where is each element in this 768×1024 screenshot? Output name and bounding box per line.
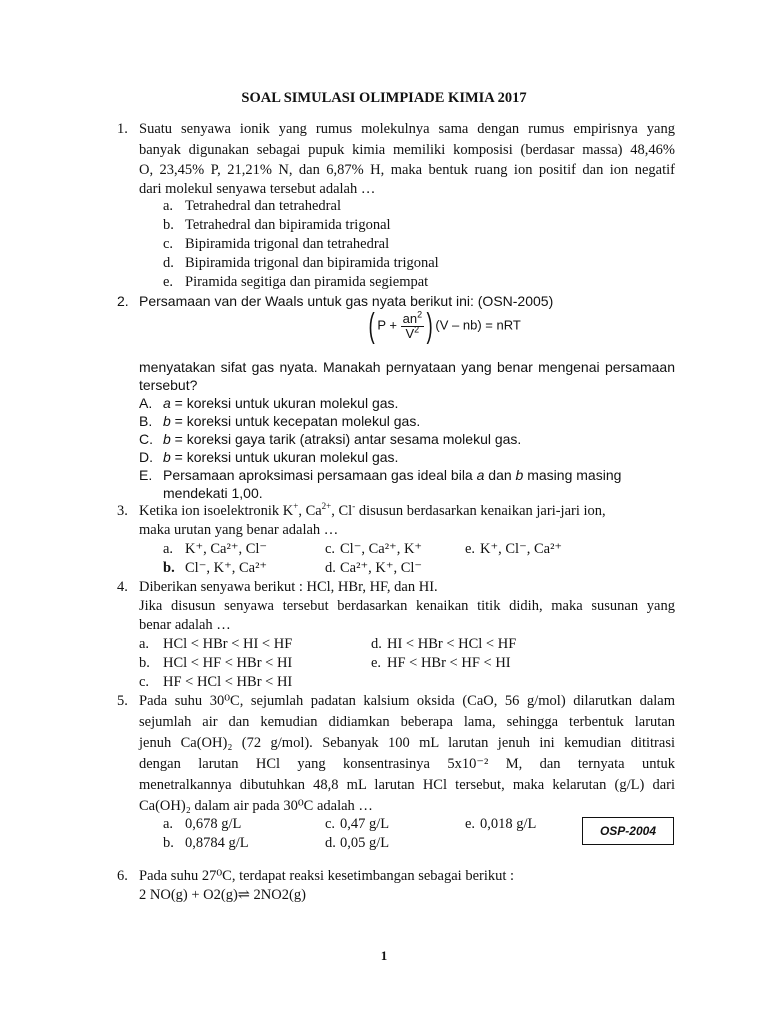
question-text-line: sejumlah air dan kemudian didiamkan beberapa lama, sehingga terbentuk larutan — [139, 714, 675, 730]
question-text-line: Suatu senyawa ionik yang rumus molekulnya sama dengan rumus empirisnya yang — [139, 121, 675, 137]
question-text-line: O, 23,45% P, 21,21% N, dan 6,87% H, maka bentuk ruang ion positif dan ion negatif — [139, 162, 675, 178]
question-number: 2. — [117, 293, 129, 309]
option-letter: a. — [139, 636, 150, 652]
question-number: 1. — [117, 121, 128, 137]
question-text-line: maka urutan yang benar adalah … — [139, 522, 339, 538]
option-letter: d. — [325, 560, 336, 576]
question-text-line: tersebut? — [139, 377, 198, 393]
option-text: 0,018 g/L — [480, 816, 537, 832]
option-text: b = koreksi untuk kecepatan molekul gas. — [163, 413, 421, 429]
question-text-line: Pada suhu 27⁰C, terdapat reaksi kesetimbangan sebagai berikut : — [139, 868, 515, 884]
option-letter: a. — [163, 198, 174, 214]
question-text-line: banyak digunakan sebagai pupuk kimia memiliki komposisi (berdasar massa) 48,46% — [139, 142, 675, 158]
option-text: 0,678 g/L — [185, 816, 242, 832]
option-letter: e. — [465, 816, 476, 832]
option-letter: c. — [163, 236, 174, 252]
option-text: Bipiramida trigonal dan tetrahedral — [185, 236, 390, 252]
option-text: Tetrahedral dan bipiramida trigonal — [185, 217, 391, 233]
option-text: a = koreksi untuk ukuran molekul gas. — [163, 395, 399, 411]
option-text: Bipiramida trigonal dan bipiramida trigonal — [185, 255, 439, 271]
question-text-line: Ca(OH)₂ dalam air pada 30⁰C adalah … — [139, 798, 373, 814]
page-number: 1 — [380, 948, 388, 963]
option-letter: e. — [163, 274, 174, 290]
option-text: HF < HCl < HBr < HI — [163, 674, 293, 690]
question-number: 6. — [117, 868, 128, 884]
option-text: Ca²⁺, K⁺, Cl⁻ — [340, 560, 423, 576]
source-label-box: OSP-2004 — [582, 817, 674, 845]
option-letter: b. — [163, 835, 174, 851]
option-text: K⁺, Cl⁻, Ca²⁺ — [480, 541, 563, 557]
page-title: SOAL SIMULASI OLIMPIADE KIMIA 2017 — [241, 90, 527, 106]
van-der-waals-equation: ( P + $\frac{an^2}{V^2}$ ) (V – nb) = nRT — [368, 307, 521, 345]
option-letter: a. — [163, 816, 174, 832]
option-text: K⁺, Ca²⁺, Cl⁻ — [185, 541, 268, 557]
option-text: HI < HBr < HCl < HF — [387, 636, 517, 652]
option-letter: c. — [325, 816, 336, 832]
option-text: b = koreksi gaya tarik (atraksi) antar sesama molekul gas. — [163, 431, 522, 447]
option-text: Cl⁻, Ca²⁺, K⁺ — [340, 541, 423, 557]
question-text-line: Jika disusun senyawa tersebut berdasarkan kenaikan titik didih, maka susunan yang — [139, 598, 675, 614]
option-letter: D. — [139, 449, 153, 465]
option-text-continued: mendekati 1,00. — [163, 485, 263, 501]
question-number: 5. — [117, 693, 128, 709]
question-text-line: menetralkannya dibutuhkan 48,8 mL larutan HCl tersebut, maka kelarutan (g/L) dari — [139, 777, 675, 793]
option-letter: d. — [163, 255, 174, 271]
option-letter: C. — [139, 431, 153, 447]
question-number: 3. — [117, 503, 128, 519]
option-text: Piramida segitiga dan piramida segiempat — [185, 274, 429, 290]
option-letter: e. — [465, 541, 476, 557]
question-text-line: Persamaan van der Waals untuk gas nyata berikut ini: (OSN-2005) — [139, 293, 554, 309]
question-text-line: benar adalah … — [139, 617, 231, 633]
option-letter: b. — [163, 217, 174, 233]
option-letter: d. — [325, 835, 336, 851]
option-letter: A. — [139, 395, 153, 411]
question-number: 4. — [117, 579, 128, 595]
question-text-line: jenuh Ca(OH)₂ (72 g/mol). Sebanyak 100 mL larutan jenuh ini kemudian dititrasi — [139, 735, 675, 751]
option-letter: b. — [163, 560, 175, 576]
option-text: Tetrahedral dan tetrahedral — [185, 198, 341, 214]
question-text-line: menyatakan sifat gas nyata. Manakah pernyataan yang benar mengenai persamaan — [139, 359, 675, 375]
option-letter: b. — [139, 655, 150, 671]
question-text-line: dari molekul senyawa tersebut adalah … — [139, 181, 376, 197]
question-text-line: Diberikan senyawa berikut : HCl, HBr, HF, dan HI. — [139, 579, 438, 595]
reaction-equation: 2 NO(g) + O2(g)⇌ 2NO2(g) — [139, 887, 306, 903]
option-text: HCl < HBr < HI < HF — [163, 636, 293, 652]
option-letter: B. — [139, 413, 153, 429]
option-letter: a. — [163, 541, 174, 557]
option-text: HF < HBr < HF < HI — [387, 655, 511, 671]
option-letter: c. — [139, 674, 150, 690]
option-text: 0,47 g/L — [340, 816, 390, 832]
option-text: 0,8784 g/L — [185, 835, 249, 851]
question-text-line: Ketika ion isoelektronik K+, $Ca^{2+}$, Cl- disusun berdasarkan kenaikan jari-jari ion, — [139, 501, 606, 519]
option-text: HCl < HF < HBr < HI — [163, 655, 293, 671]
question-text-line: Pada suhu 30⁰C, sejumlah padatan kalsium oksida (CaO, 56 g/mol) dilarutkan dalam — [139, 693, 675, 709]
option-letter: e. — [371, 655, 382, 671]
option-letter: E. — [139, 467, 153, 483]
option-letter: c. — [325, 541, 336, 557]
option-text: b = koreksi untuk ukuran molekul gas. — [163, 449, 399, 465]
option-letter: d. — [371, 636, 382, 652]
question-text-line: dengan larutan HCl yang konsentrasinya 5x10⁻² M, dan ternyata untuk — [139, 756, 675, 772]
option-text: 0,05 g/L — [340, 835, 390, 851]
option-text: Cl⁻, K⁺, Ca²⁺ — [185, 560, 268, 576]
option-text: Persamaan aproksimasi persamaan gas ideal bila a dan b masing masing — [163, 467, 622, 483]
